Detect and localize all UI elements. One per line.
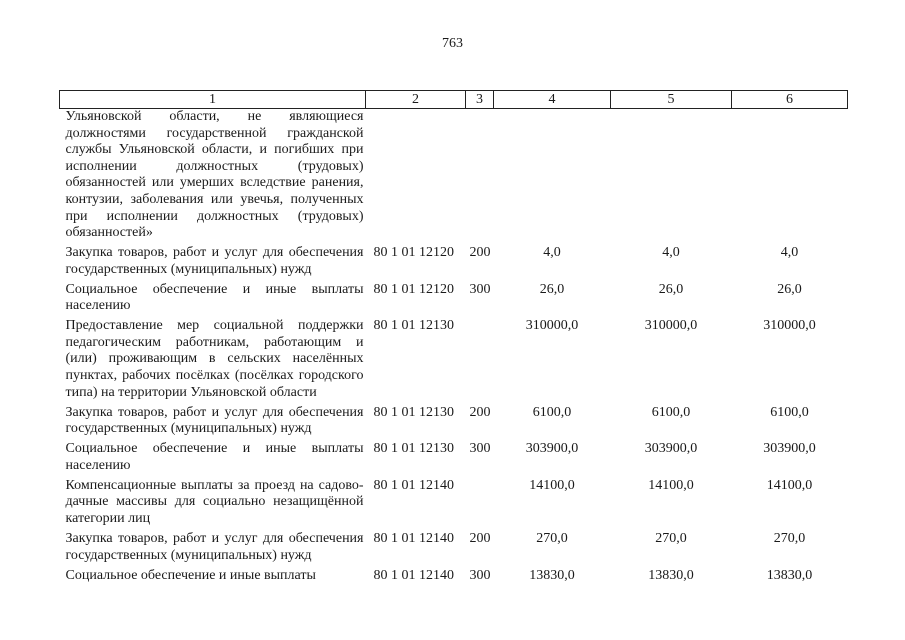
amount-col-6: 4,0 bbox=[780, 245, 799, 261]
amount-col-5: 13830,0 bbox=[648, 567, 694, 583]
amount-col-6: 6100,0 bbox=[770, 404, 809, 420]
amount-col-5: 14100,0 bbox=[648, 477, 694, 493]
page-number: 763 bbox=[442, 36, 463, 51]
budget-code: 80 1 01 12130 bbox=[373, 318, 454, 334]
table-row bbox=[60, 405, 848, 442]
column-header: 4 bbox=[494, 91, 611, 109]
expense-type-code bbox=[466, 318, 494, 404]
amount-col-4: 310000,0 bbox=[525, 318, 579, 334]
amount-col-5 bbox=[611, 109, 732, 246]
row-description: Компенсационные выплаты за проезд на садово-дачные массивы для социально незащищённой категории лиц bbox=[65, 477, 364, 526]
amount-col-4 bbox=[494, 109, 611, 246]
budget-code: 80 1 01 12140 bbox=[373, 530, 454, 546]
amount-col-5: 26,0 bbox=[658, 281, 684, 297]
row-description: Закупка товаров, работ и услуг для обеспечения государственных (муниципальных) нужд bbox=[65, 530, 364, 563]
column-header: 1 bbox=[60, 91, 366, 109]
expense-type-code bbox=[466, 478, 494, 531]
expense-type-code: 200 bbox=[469, 245, 491, 261]
row-description: Закупка товаров, работ и услуг для обеспечения государственных (муниципальных) нужд bbox=[65, 404, 364, 437]
budget-code bbox=[366, 109, 466, 246]
column-header: 2 bbox=[366, 91, 466, 109]
amount-col-6: 303900,0 bbox=[763, 441, 816, 457]
amount-col-5: 6100,0 bbox=[651, 404, 691, 420]
amount-col-6: 310000,0 bbox=[763, 318, 816, 334]
amount-col-6: 26,0 bbox=[777, 281, 802, 297]
amount-col-4: 26,0 bbox=[539, 281, 565, 297]
row-description: Ульяновской области, не являющиеся должностями государственной гражданской службы Ульяновской области, и погибших при исполнении должностных (трудовых) обязанностей или умерших вследствие ранения, контузии, заболевания или увечья, полученных при исполнении должностных (трудовых) обязанностей» bbox=[65, 109, 364, 241]
amount-col-5: 310000,0 bbox=[644, 318, 698, 334]
row-description: Социальное обеспечение и иные выплаты населению bbox=[65, 441, 364, 473]
budget-code: 80 1 01 12120 bbox=[373, 245, 454, 261]
amount-col-4: 6100,0 bbox=[532, 404, 572, 420]
expense-type-code: 300 bbox=[469, 281, 491, 297]
expense-type-code: 200 bbox=[469, 404, 491, 420]
table-row bbox=[60, 441, 848, 478]
column-header: 6 bbox=[732, 91, 848, 109]
budget-code: 80 1 01 12140 bbox=[373, 477, 454, 493]
amount-col-4: 14100,0 bbox=[529, 477, 575, 493]
row-description: Предоставление мер социальной поддержки педагогическим работникам, работающим и (или) проживающим в сельских населённых пунктах, рабочих посёлках (посёлках городского типа) на территории Ульяновской области bbox=[65, 318, 364, 400]
budget-code: 80 1 01 12120 bbox=[373, 281, 454, 297]
amount-col-6 bbox=[732, 109, 848, 246]
amount-col-5: 303900,0 bbox=[644, 441, 698, 457]
column-header: 3 bbox=[466, 91, 494, 109]
table-row bbox=[60, 568, 848, 588]
expense-type-code: 200 bbox=[469, 530, 491, 546]
table-row bbox=[60, 109, 848, 246]
row-description: Закупка товаров, работ и услуг для обеспечения государственных (муниципальных) нужд bbox=[65, 245, 364, 277]
amount-col-6: 14100,0 bbox=[766, 477, 813, 493]
expense-type-code: 300 bbox=[469, 567, 491, 583]
amount-col-4: 270,0 bbox=[536, 530, 568, 546]
column-number-row bbox=[60, 91, 848, 109]
amount-col-6: 270,0 bbox=[773, 530, 806, 546]
table-row bbox=[60, 318, 848, 404]
expense-type-code: 300 bbox=[469, 441, 491, 457]
amount-col-4: 13830,0 bbox=[529, 567, 575, 583]
column-header: 5 bbox=[611, 91, 732, 109]
amount-col-4: 303900,0 bbox=[525, 441, 579, 457]
amount-col-5: 270,0 bbox=[655, 530, 687, 546]
expense-type-code bbox=[466, 109, 494, 246]
amount-col-5: 4,0 bbox=[662, 245, 680, 261]
budget-code: 80 1 01 12130 bbox=[373, 404, 454, 420]
row-description: Социальное обеспечение и иные выплаты bbox=[65, 567, 316, 583]
amount-col-6: 13830,0 bbox=[766, 567, 813, 583]
budget-code: 80 1 01 12130 bbox=[373, 441, 454, 457]
table-row bbox=[60, 531, 848, 568]
amount-col-4: 4,0 bbox=[543, 245, 561, 261]
table-row bbox=[60, 245, 848, 282]
row-description: Социальное обеспечение и иные выплаты населению bbox=[65, 281, 364, 314]
budget-table bbox=[59, 90, 848, 588]
table-row bbox=[60, 478, 848, 531]
budget-code: 80 1 01 12140 bbox=[373, 567, 454, 583]
table-row bbox=[60, 282, 848, 319]
